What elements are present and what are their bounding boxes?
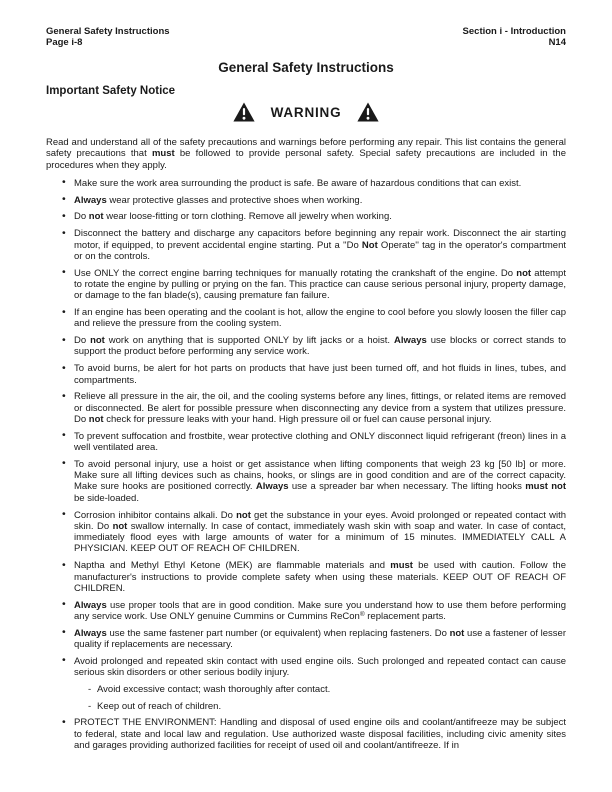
- header-section-label: Section i - Introduction: [462, 26, 566, 37]
- safety-bullet: • Do not wear loose-fitting or torn clothing. Remove all jewelry when working.: [74, 211, 566, 222]
- safety-bullet: • To avoid personal injury, use a hoist or get assistance when lifting components that weigh 23 kg [50 lb] or more. Make sure all lifting devices such as chains, hooks, or slings are in good condition and are of the correct capacity. Make sure hooks are positioned correctly. Always use a spreader bar when necessary. The lifting hooks must not be side-loaded.: [74, 459, 566, 504]
- safety-sub-bullet: - Avoid excessive contact; wash thoroughly after contact.: [88, 683, 331, 695]
- safety-bullet: • Make sure the work area surrounding the product is safe. Be aware of hazardous conditions that can exist.: [74, 178, 566, 189]
- safety-bullet: • Always use proper tools that are in good condition. Make sure you understand how to use them before performing any service work. Use ONLY genuine Cummins or Cummins ReCon® replacement parts.: [74, 600, 566, 623]
- header-doc-title: General Safety Instructions: [46, 26, 170, 37]
- safety-bullet: • Avoid prolonged and repeated skin contact with used engine oils. Such prolonged and repeated contact can cause serious skin disorders or other serious bodily injury. - Avoid excessive contact; wash thoroughly after contact. - Keep out of reach of children.: [74, 656, 566, 712]
- warning-banner: [46, 102, 566, 122]
- page-header-left: [46, 27, 170, 48]
- safety-sub-bullet: - Keep out of reach of children.: [88, 700, 222, 712]
- safety-bullet: • Disconnect the battery and discharge any capacitors before beginning any repair work. Disconnect the air starting motor, if equipped, to prevent accidental engine starting. Put a ''Do Not Operate'' tag in the operator's compartment or on the controls.: [74, 228, 566, 262]
- intro-paragraph: Read and understand all of the safety precautions and warnings before performing any repair. This list contains the general safety precautions that must be followed to provide personal safety. Special safety precautions are included in the procedures when they apply.: [46, 137, 566, 171]
- warning-label: WARNING: [270, 104, 342, 120]
- page-title: General Safety Instructions: [218, 60, 394, 75]
- safety-bullet-list: [46, 178, 566, 751]
- safety-bullet: • To avoid burns, be alert for hot parts on products that have just been turned off, and hot fluids in lines, tubes, and compartments.: [74, 363, 566, 386]
- safety-bullet: • To prevent suffocation and frostbite, wear protective clothing and ONLY disconnect liquid refrigerant (freon) lines in a well ventilated area.: [74, 431, 566, 454]
- header-engine-model: N14: [548, 36, 566, 48]
- safety-bullet: • Relieve all pressure in the air, the oil, and the cooling systems before any lines, fittings, or related items are removed or disconnected. Be alert for possible pressure when disconnecting any device from a system that utilizes pressure. Do not check for pressure leaks with your hand. High pressure oil or fuel can cause personal injury.: [74, 391, 566, 425]
- safety-bullet: • If an engine has been operating and the coolant is hot, allow the engine to cool before you slowly loosen the filler cap and relieve the pressure from the cooling system.: [74, 307, 566, 330]
- dash-marker: -: [88, 683, 92, 695]
- safety-bullet: • Corrosion inhibitor contains alkali. Do not get the substance in your eyes. Avoid prolonged or repeated contact with skin. Do not swallow internally. In case of contact, immediately wash skin with soap and water. In case of contact, immediately flood eyes with large amounts of water for a minimum of 15 minutes. IMMEDIATELY CALL A PHYSICIAN. KEEP OUT OF REACH OF CHILDREN.: [74, 510, 566, 555]
- header-page-number: Page i-8: [46, 36, 83, 48]
- safety-bullet: • Always use the same fastener part number (or equivalent) when replacing fasteners. Do not use a fastener of lesser quality if replacements are necessary.: [74, 628, 566, 651]
- page-header-right: [463, 27, 566, 48]
- warning-triangle-icon: [357, 102, 379, 122]
- section-subtitle: Important Safety Notice: [46, 85, 176, 97]
- dash-marker: -: [88, 700, 92, 712]
- page-header: [46, 27, 566, 48]
- warning-triangle-icon: [233, 102, 255, 122]
- safety-bullet: • Always wear protective glasses and protective shoes when working.: [74, 195, 566, 206]
- safety-bullet: • Naptha and Methyl Ethyl Ketone (MEK) are flammable materials and must be used with caution. Follow the manufacturer's instructions to provide complete safety when using these materials. KEEP OUT OF REACH OF CHILDREN.: [74, 560, 566, 594]
- safety-bullet: • PROTECT THE ENVIRONMENT: Handling and disposal of used engine oils and coolant/antifreeze may be subject to federal, state and local law and regulation. Use authorized waste disposal facilities, including civic amenity sites and garages providing authorized facilities for receipt of used oil and coolant/antifreeze. If in: [74, 717, 566, 751]
- safety-bullet: • Use ONLY the correct engine barring techniques for manually rotating the crankshaft of the engine. Do not attempt to rotate the engine by pulling or prying on the fan. This practice can cause serious personal injury, property damage, or damage to the fan blade(s), causing premature fan failure.: [74, 268, 566, 302]
- safety-bullet: • Do not work on anything that is supported ONLY by lift jacks or a hoist. Always use blocks or correct stands to support the product before performing any service work.: [74, 335, 566, 358]
